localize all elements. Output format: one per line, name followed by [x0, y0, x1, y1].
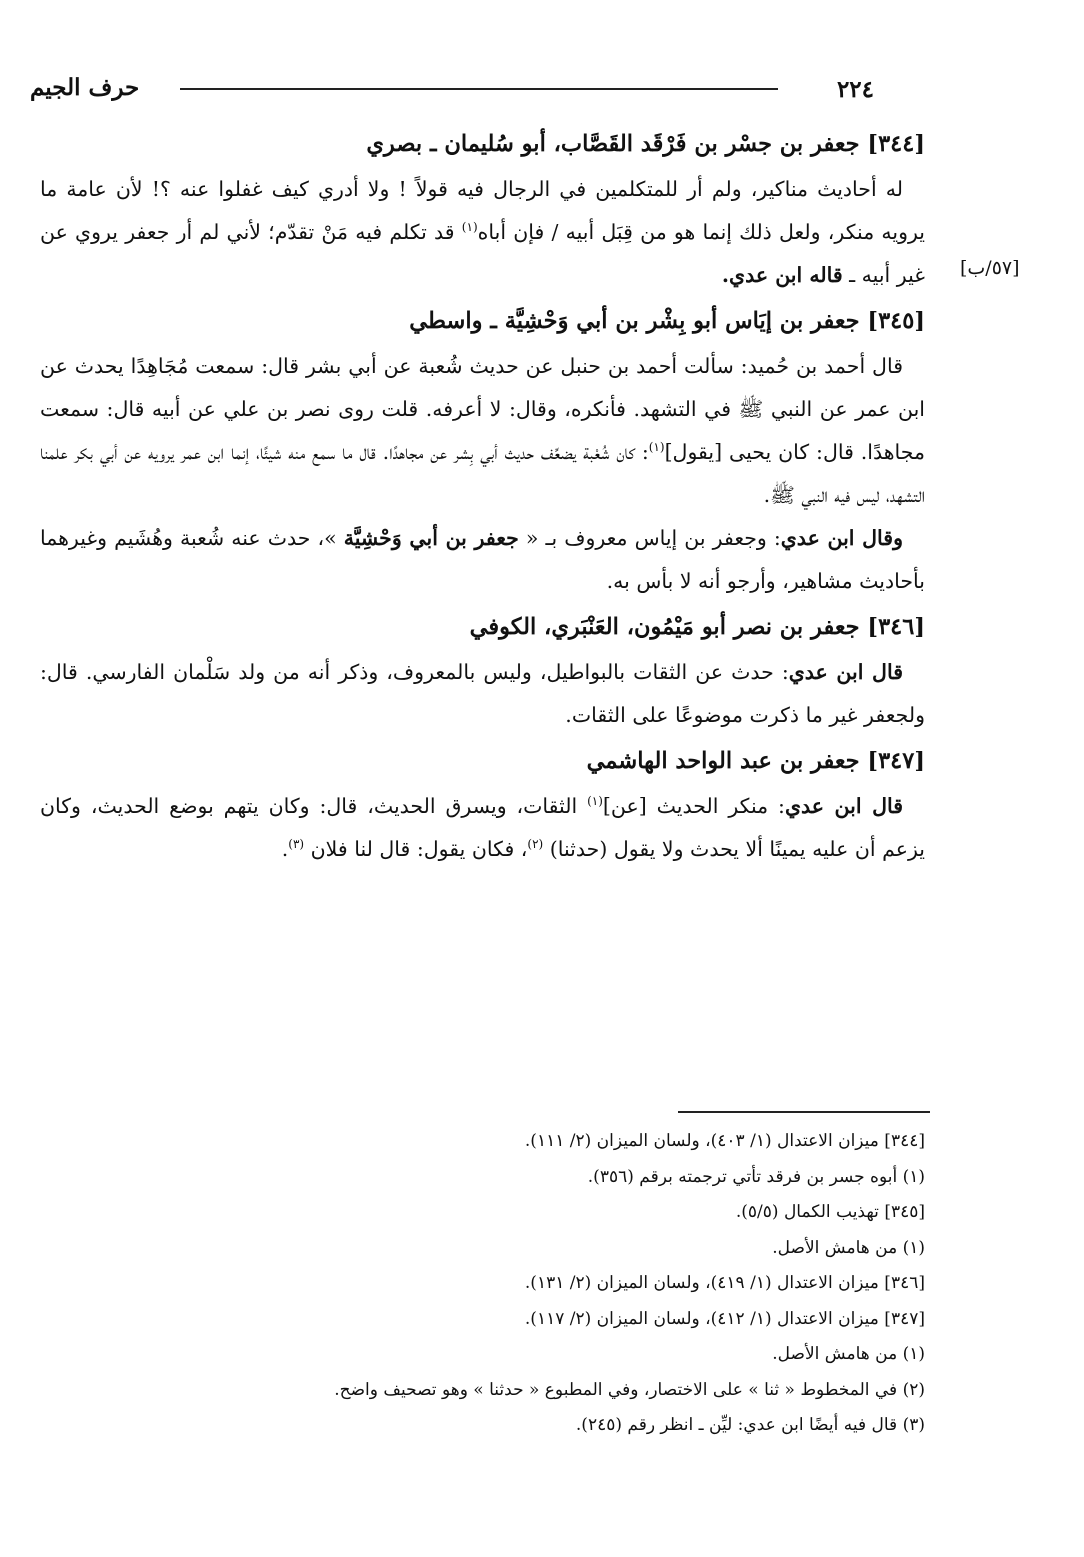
- page-number: ٢٢٤: [836, 76, 874, 103]
- text-run: : كان شُعْبة يضعِّف حديث أبي بِشر عن مجاهدًا. قال ما سمع منه شيئًا، إنما ابن عمر يرويه عن أبي بكر علمنا التشهد، ليس فيه النبي ﷺ.: [40, 440, 925, 507]
- source-attribution: قاله ابن عدي.: [721, 263, 843, 287]
- entry-heading-344: [٣٤٤] جعفر بن جسْر بن فَرْقَد القَصَّاب، أبو سُليمان ـ بصري: [366, 131, 925, 157]
- footnote-marker: (٢): [527, 837, 544, 852]
- text-run: قد تكلم فيه مَنْ تقدّم؛ لأني لم أر جعفر يروي عن غير أبيه ـ: [40, 220, 925, 287]
- text-run: له أحاديث مناكير، ولم أر للمتكلمين في الرجال فيه قولاً ! ولا أدري كيف غفلوا عنه ؟! لأن عامة ما يرويه منكر، ولعل ذلك إنما هو من قِبَل أبيه / فإن أباه: [40, 177, 925, 244]
- footnote: [٣٤٥] تهذيب الكمال (٥/٥).: [735, 1202, 925, 1222]
- source-attribution: وقال ابن عدي: [780, 526, 903, 550]
- footnote-marker: (١): [461, 220, 478, 235]
- footnote: (٢) في المخطوط « ثنا » على الاختصار، وفي المطبوع « حدثنا » وهو تصحيف واضح.: [334, 1379, 925, 1400]
- bold-name: جعفر بن أبي وَحْشِيَّة: [343, 526, 519, 550]
- text-run: : حدث عن الثقات بالبواطيل، وليس بالمعروف، وذكر أنه من ولد سَلْمان الفارسي. قال: ولجعفر غير ما ذكرت موضوعًا على الثقات.: [40, 660, 925, 727]
- header-rule: [180, 88, 778, 90]
- manuscript-folio-note: [٥٧/ب]: [960, 257, 1020, 279]
- footnote: [٣٤٤] ميزان الاعتدال (١/ ٤٠٣)، ولسان الميزان (٢/ ١١١).: [524, 1131, 925, 1151]
- entry-heading-346: [٣٤٦] جعفر بن نصر أبو مَيْمُون، العَنْبَري، الكوفي: [469, 614, 925, 640]
- entry-347-paragraph: [40, 785, 925, 871]
- text-run: ، فكان يقول: قال لنا فلان: [304, 837, 528, 861]
- source-attribution: قال ابن عدي: [788, 660, 903, 684]
- text-run: .: [281, 837, 289, 861]
- footnote-marker: (١): [648, 440, 665, 455]
- entry-345-paragraph-1: [40, 345, 925, 517]
- footnote-separator: [678, 1111, 930, 1113]
- entry-345-paragraph-2: [40, 517, 925, 603]
- text-run: : وجعفر بن إياس معروف بـ «: [518, 526, 781, 550]
- main-text: [40, 120, 925, 871]
- source-attribution: قال ابن عدي: [784, 794, 904, 818]
- entry-heading-347: [٣٤٧] جعفر بن عبد الواحد الهاشمي: [586, 748, 925, 774]
- running-title: حرف الجيم: [30, 74, 140, 101]
- text-run: »، حدث عنه شُعبة وهُشَيم وغيرهما بأحاديث مشاهير، وأرجو أنه لا بأس به.: [40, 526, 925, 593]
- footnotes: [150, 1124, 925, 1444]
- text-run: قال أحمد بن حُميد: سألت أحمد بن حنبل عن حديث شُعبة عن أبي بشر قال: سمعت مُجَاهِدًا يحدث عن ابن عمر عن النبي ﷺ في التشهد. فأنكره، وقال: لا أعرفه. قلت روى نصر بن علي عن أبيه قال: سمعت مجاهدًا. قال: كان يحيى [يقول]: [40, 354, 926, 464]
- entry-346-paragraph: [40, 651, 925, 737]
- footnote: [٣٤٦] ميزان الاعتدال (١/ ٤١٩)، ولسان الميزان (٢/ ١٣١).: [524, 1273, 925, 1293]
- text-run: : منكر الحديث [عن]: [602, 794, 785, 818]
- footnote: (١) من هامش الأصل.: [772, 1237, 925, 1258]
- entry-344-paragraph: [40, 168, 925, 297]
- text-run: الثقات، ويسرق الحديث، قال: وكان يتهم بوضع الحديث، وكان يزعم أن عليه يمينًا ألا يحدث ولا يقول (حدثنا): [40, 794, 925, 861]
- footnote-marker: (١): [587, 794, 603, 809]
- page-header: [30, 74, 874, 110]
- entry-heading-345: [٣٤٥] جعفر بن إيَاس أبو بِشْر بن أبي وَحْشِيَّة ـ واسطي: [409, 308, 925, 334]
- footnote: (٣) قال فيه أيضًا ابن عدي: ليِّن ـ انظر رقم (٢٤٥).: [575, 1415, 925, 1435]
- footnote: (١) من هامش الأصل.: [772, 1344, 925, 1364]
- footnote: (١) أبوه جسر بن فرقد تأتي ترجمته برقم (٣٥٦).: [587, 1166, 925, 1187]
- footnote: [٣٤٧] ميزان الاعتدال (١/ ٤١٢)، ولسان الميزان (٢/ ١١٧).: [524, 1308, 925, 1329]
- footnote-marker: (٣): [288, 837, 305, 852]
